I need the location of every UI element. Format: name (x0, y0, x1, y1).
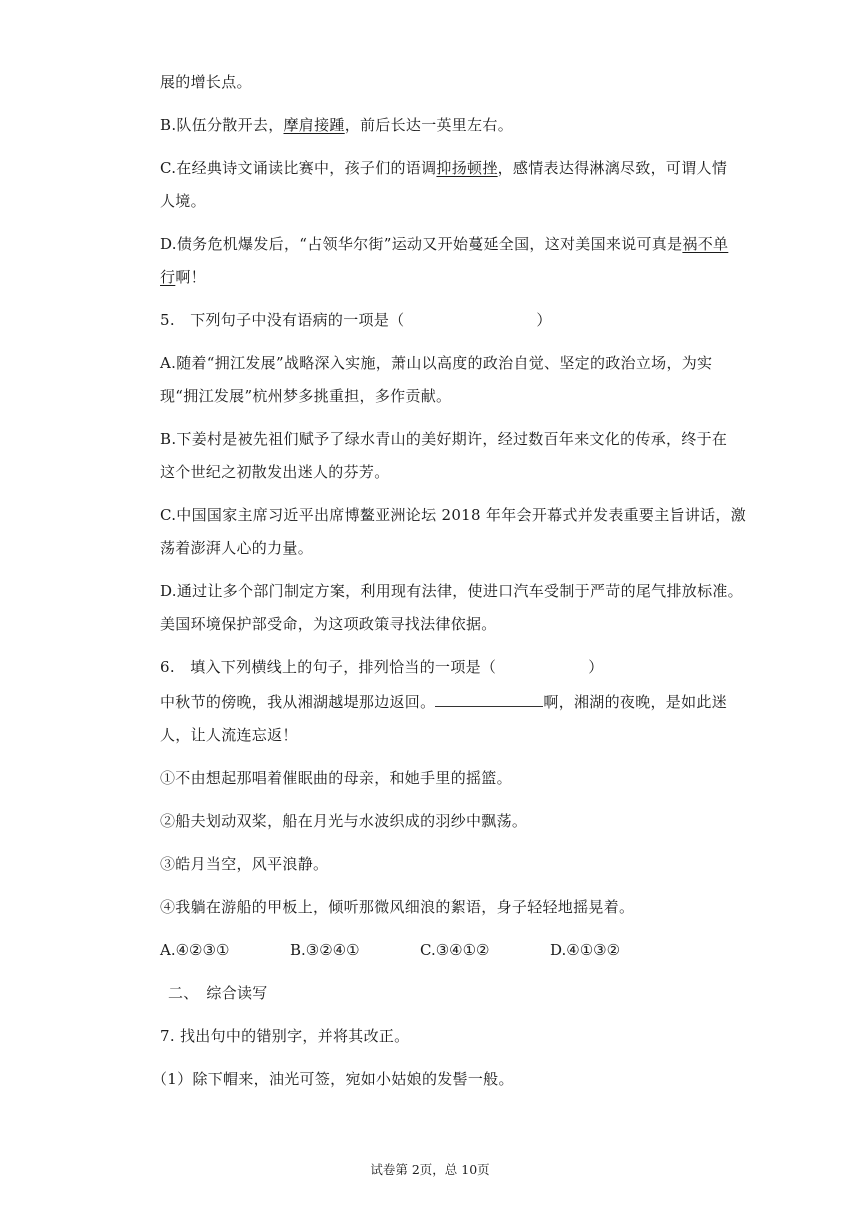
text: 啊！ (175, 268, 206, 286)
text: B.队伍分散开去， (160, 116, 284, 134)
q6-stem (160, 657, 604, 677)
text: ） (588, 658, 604, 676)
q7-stem: 7. 找出句中的错别字，并将其改正。 (160, 1027, 410, 1045)
underlined-idiom: 摩肩接踵 (283, 116, 345, 134)
text: 中秋节的傍晚，我从湘湖越堤那边返回。 (160, 693, 436, 711)
text: 5. 下列句子中没有语病的一项是（ (160, 311, 405, 329)
q4-option-d (160, 234, 728, 254)
text: 啊，湘湖的夜晚，是如此迷 (543, 693, 728, 711)
q6-passage (160, 692, 727, 712)
q4-a-continuation: 展的增长点。 (160, 73, 252, 91)
q4-option-b (160, 115, 513, 135)
q5-option-a-line2: 现“拥江发展”杭州梦多挑重担，多作贡献。 (160, 387, 452, 405)
page-footer: 试卷第 2页，总 10页 (370, 1162, 490, 1177)
text: C.在经典诗文诵读比赛中，孩子们的语调 (160, 159, 437, 177)
text: D.债务危机爆发后，“占领华尔街”运动又开始蔓延全国，这对美国来说可真是 (160, 235, 683, 253)
section-heading: 二、 综合读写 (168, 984, 268, 1002)
q5-option-c-line2: 荡着澎湃人心的力量。 (160, 539, 314, 557)
q5-option-b: B.下姜村是被先祖们赋予了绿水青山的美好期许，经过数百年来文化的传承，终于在 (160, 430, 728, 448)
text: 6. 填入下列横线上的句子，排列恰当的一项是（ (160, 658, 497, 676)
q5-stem (160, 310, 552, 330)
q6-passage-line2: 人，让人流连忘返！ (160, 726, 298, 744)
q6-sentence-4: ④我躺在游船的甲板上，倾听那微风细浪的絮语，身子轻轻地摇晃着。 (160, 898, 635, 916)
q6-sentence-1: ①不由想起那唱着催眠曲的母亲，和她手里的摇篮。 (160, 769, 512, 787)
underlined-idiom: 抑扬顿挫 (436, 159, 498, 177)
underlined-idiom: 行 (160, 268, 176, 286)
q6-option-a: A.④②③① (160, 941, 230, 959)
q6-option-d: D.④①③② (550, 941, 621, 959)
underlined-idiom: 祸不单 (682, 235, 729, 253)
q5-option-c: C.中国国家主席习近平出席博鳌亚洲论坛 2018 年年会开幕式并发表重要主旨讲话，激 (160, 506, 747, 524)
fill-blank-line[interactable] (435, 692, 543, 707)
q4-option-c (160, 158, 727, 178)
text: ，感情表达得淋漓尽致，可谓人情 (497, 159, 728, 177)
text: ，前后长达一英里左右。 (344, 116, 514, 134)
q6-option-b: B.③②④① (290, 941, 360, 959)
q5-option-d: D.通过让多个部门制定方案，利用现有法律，使进口汽车受制于严苛的尾气排放标准。 (160, 582, 743, 600)
q6-sentence-2: ②船夫划动双桨，船在月光与水波织成的羽纱中飘荡。 (160, 812, 528, 830)
q5-option-b-line2: 这个世纪之初散发出迷人的芬芳。 (160, 463, 390, 481)
q4-option-d-line2 (160, 267, 206, 287)
text: ） (536, 311, 552, 329)
q6-option-c: C.③④①② (420, 941, 490, 959)
q5-option-d-line2: 美国环境保护部受命，为这项政策寻找法律依据。 (160, 615, 497, 633)
q6-sentence-3: ③皓月当空，风平浪静。 (160, 855, 329, 873)
q5-option-a: A.随着“拥江发展”战略深入实施，萧山以高度的政治自觉、坚定的政治立场，为实 (160, 354, 713, 372)
q7-sub-1: （1）除下帽来，油光可签，宛如小姑娘的发髻一般。 (152, 1070, 514, 1088)
q4-option-c-line2: 人境。 (160, 192, 206, 210)
